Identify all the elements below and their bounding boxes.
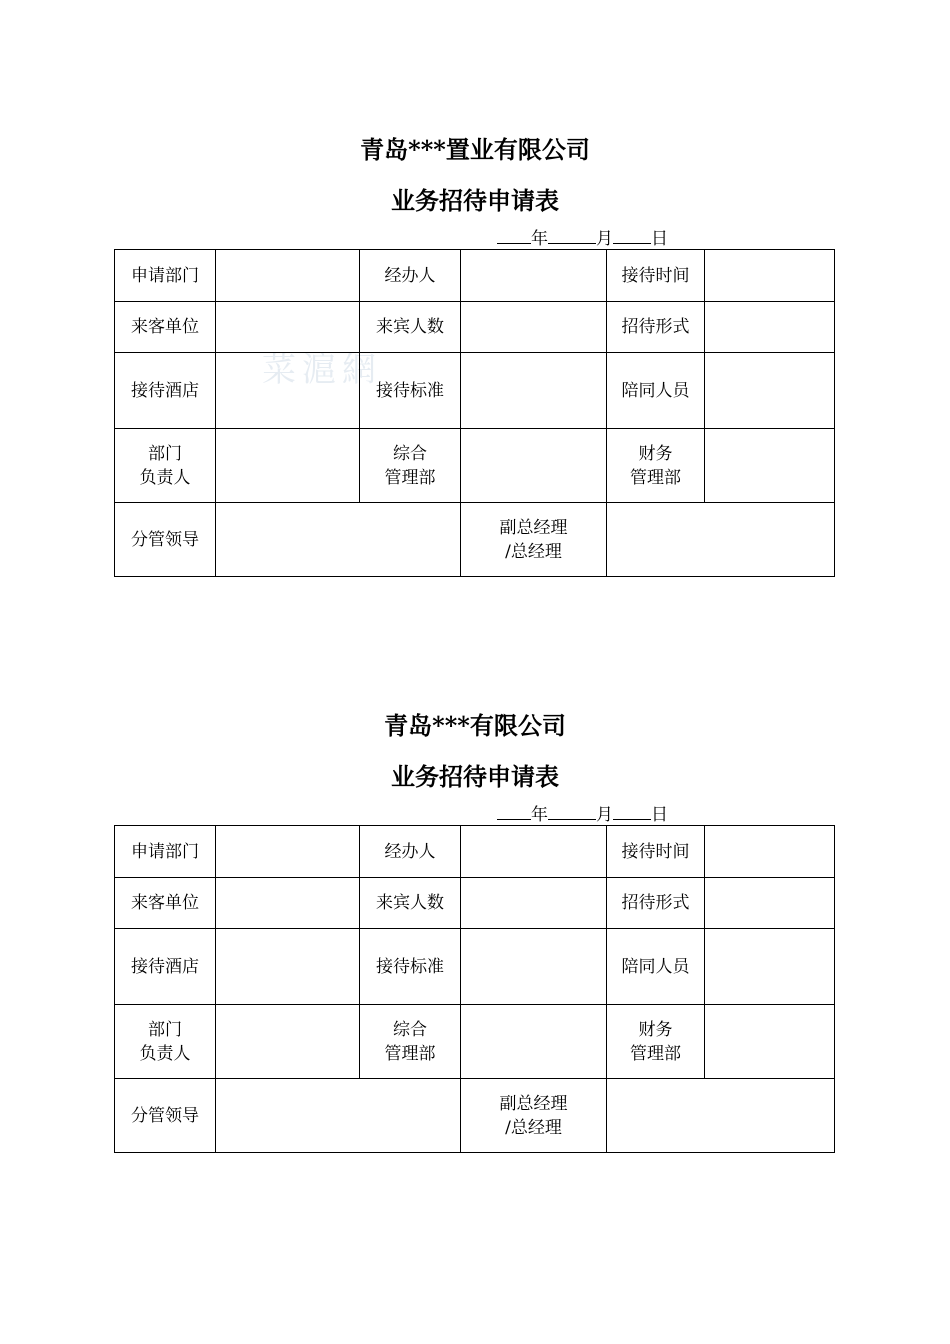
label-time: 接待时间 (607, 250, 705, 302)
label-gm (461, 1079, 607, 1153)
label-admin (360, 1005, 461, 1079)
label-hotel: 接待酒店 (115, 353, 216, 429)
year-blank[interactable] (497, 227, 531, 244)
label-line: /总经理 (505, 541, 562, 562)
label-line: 管理部 (384, 467, 436, 488)
table-row (115, 353, 835, 429)
label-handler: 经办人 (360, 826, 461, 878)
table-row (115, 250, 835, 302)
field-form-type[interactable] (705, 302, 835, 353)
label-form-type: 招待形式 (607, 302, 705, 353)
field-form-type[interactable] (705, 878, 835, 929)
month-label: 月 (596, 229, 613, 249)
label-guest-unit: 来客单位 (115, 878, 216, 929)
company-title: 青岛***置业有限公司 (360, 135, 590, 164)
table-row (115, 503, 835, 577)
label-line: 综合 (393, 1019, 427, 1040)
field-handler[interactable] (461, 250, 607, 302)
day-blank[interactable] (613, 803, 651, 820)
label-time: 接待时间 (607, 826, 705, 878)
field-finance[interactable] (705, 1005, 835, 1079)
label-line: 部门 (148, 1019, 182, 1040)
field-time[interactable] (705, 826, 835, 878)
table-row (115, 878, 835, 929)
label-guest-count: 来宾人数 (360, 878, 461, 929)
company-title: 青岛***有限公司 (384, 711, 566, 740)
table-row (115, 826, 835, 878)
field-admin[interactable] (461, 429, 607, 503)
table-row (115, 429, 835, 503)
field-guest-count[interactable] (461, 302, 607, 353)
form-subtitle: 业务招待申请表 (391, 762, 559, 791)
day-blank[interactable] (613, 227, 651, 244)
label-companions: 陪同人员 (607, 929, 705, 1005)
label-line: 负责人 (139, 1043, 191, 1064)
field-dept-head[interactable] (216, 429, 360, 503)
label-finance (607, 429, 705, 503)
label-line: 副总经理 (499, 1093, 568, 1114)
label-hotel: 接待酒店 (115, 929, 216, 1005)
year-label: 年 (531, 229, 548, 249)
application-table (114, 825, 835, 1153)
label-line: 财务 (638, 443, 673, 464)
label-line: 管理部 (630, 467, 681, 488)
field-leader[interactable] (216, 503, 461, 577)
field-guest-unit[interactable] (216, 878, 360, 929)
field-handler[interactable] (461, 826, 607, 878)
field-hotel[interactable] (216, 929, 360, 1005)
label-leader: 分管领导 (115, 1079, 216, 1153)
label-handler: 经办人 (360, 250, 461, 302)
year-blank[interactable] (497, 803, 531, 820)
field-admin[interactable] (461, 1005, 607, 1079)
label-apply-dept: 申请部门 (115, 250, 216, 302)
label-guest-unit: 来客单位 (115, 302, 216, 353)
month-blank[interactable] (548, 803, 596, 820)
label-line: 管理部 (630, 1043, 681, 1064)
day-label: 日 (651, 229, 668, 249)
field-leader[interactable] (216, 1079, 461, 1153)
field-time[interactable] (705, 250, 835, 302)
label-finance (607, 1005, 705, 1079)
field-dept-head[interactable] (216, 1005, 360, 1079)
field-gm[interactable] (607, 503, 835, 577)
label-form-type: 招待形式 (607, 878, 705, 929)
field-finance[interactable] (705, 429, 835, 503)
label-dept-head (115, 429, 216, 503)
table-row (115, 929, 835, 1005)
month-label: 月 (596, 805, 613, 825)
field-hotel[interactable] (216, 353, 360, 429)
field-companions[interactable] (705, 353, 835, 429)
day-label: 日 (651, 805, 668, 825)
label-admin (360, 429, 461, 503)
label-line: 管理部 (384, 1043, 436, 1064)
label-gm (461, 503, 607, 577)
label-line: /总经理 (505, 1117, 562, 1138)
date-line (497, 227, 668, 250)
label-dept-head (115, 1005, 216, 1079)
table-row (115, 1005, 835, 1079)
label-standard: 接待标准 (360, 929, 461, 1005)
field-standard[interactable] (461, 929, 607, 1005)
label-line: 负责人 (139, 467, 191, 488)
label-standard: 接待标准 (360, 353, 461, 429)
field-apply-dept[interactable] (216, 826, 360, 878)
field-companions[interactable] (705, 929, 835, 1005)
watermark: 菜滬網 (262, 350, 382, 390)
field-gm[interactable] (607, 1079, 835, 1153)
label-line: 综合 (393, 443, 427, 464)
field-apply-dept[interactable] (216, 250, 360, 302)
application-table (114, 249, 835, 577)
label-line: 财务 (638, 1019, 673, 1040)
label-line: 部门 (148, 443, 182, 464)
month-blank[interactable] (548, 227, 596, 244)
year-label: 年 (531, 805, 548, 825)
label-companions: 陪同人员 (607, 353, 705, 429)
date-line (497, 803, 668, 826)
table-row (115, 302, 835, 353)
label-apply-dept: 申请部门 (115, 826, 216, 878)
field-guest-count[interactable] (461, 878, 607, 929)
field-guest-unit[interactable] (216, 302, 360, 353)
form-subtitle: 业务招待申请表 (391, 186, 559, 215)
table-row (115, 1079, 835, 1153)
label-line: 副总经理 (499, 517, 568, 538)
label-guest-count: 来宾人数 (360, 302, 461, 353)
label-leader: 分管领导 (115, 503, 216, 577)
field-standard[interactable] (461, 353, 607, 429)
